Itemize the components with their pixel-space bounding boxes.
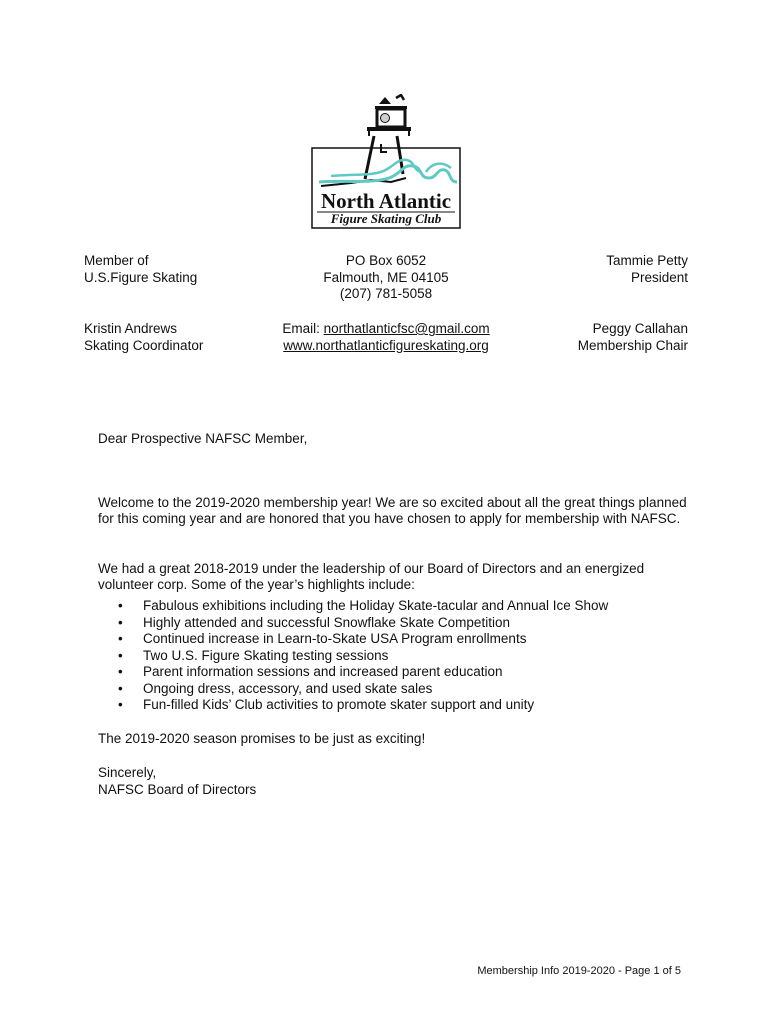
welcome-paragraph: Welcome to the 2019-2020 membership year! We are so excited about all the great things planned for this coming year and are honored that you have chosen to apply for membership with NAFSC. (98, 494, 687, 526)
address-phone: (207) 781-5058 (339, 286, 433, 301)
list-item: • Ongoing dress, accessory, and used skate sales (98, 681, 688, 698)
page-footer: Membership Info 2019-2020 - Page 1 of 5 (477, 965, 681, 977)
list-item: • Highly attended and successful Snowflake Skate Competition (98, 615, 688, 632)
coordinator-name: Kristin Andrews (84, 321, 178, 336)
highlights-intro-paragraph: We had a great 2018-2019 under the leadership of our Board of Directors and an energized volunteer corp. Some of the year’s highlights include: (98, 560, 645, 592)
online-contact (258, 321, 514, 354)
signoff: Sincerely, (98, 765, 157, 780)
list-item: • Continued increase in Learn-to-Skate USA Program enrollments (98, 631, 688, 648)
signature-block (98, 765, 688, 798)
membership-chair-name: Peggy Callahan (592, 321, 688, 336)
lighthouse-logo-icon (311, 94, 461, 229)
membership-affiliation (84, 253, 197, 286)
membership-chair-contact (578, 321, 688, 354)
email-line (258, 321, 514, 338)
list-item: • Parent information sessions and increased parent education (98, 664, 688, 681)
coordinator-contact (84, 321, 203, 354)
mailing-address (258, 253, 514, 303)
list-item: • Fun-filled Kids’ Club activities to promote skater support and unity (98, 697, 688, 714)
salutation: Dear Prospective NAFSC Member, (98, 431, 308, 446)
president-contact (606, 253, 688, 286)
email-link[interactable]: northatlanticfsc@gmail.com (323, 321, 490, 336)
highlights-list (98, 598, 688, 714)
logo-subtitle: Figure Skating Club (330, 211, 442, 226)
president-title: President (630, 269, 688, 285)
logo-title: North Atlantic (320, 189, 452, 213)
email-prefix: Email: (282, 321, 324, 336)
signature: NAFSC Board of Directors (98, 781, 257, 797)
club-logo (311, 94, 461, 229)
affiliation-line-2: U.S.Figure Skating (84, 269, 198, 285)
coordinator-title: Skating Coordinator (84, 337, 204, 353)
website-link[interactable]: www.northatlanticfigureskating.org (283, 337, 489, 353)
affiliation-line-1: Member of (84, 253, 149, 268)
list-item: • Two U.S. Figure Skating testing sessions (98, 648, 688, 665)
president-name: Tammie Petty (606, 253, 688, 268)
membership-chair-title: Membership Chair (577, 337, 688, 353)
address-city: Falmouth, ME 04105 (323, 269, 449, 285)
address-po-box: PO Box 6052 (345, 253, 427, 268)
list-item: • Fabulous exhibitions including the Holiday Skate-tacular and Annual Ice Show (98, 598, 688, 615)
closing-statement: The 2019-2020 season promises to be just as exciting! (98, 731, 426, 746)
